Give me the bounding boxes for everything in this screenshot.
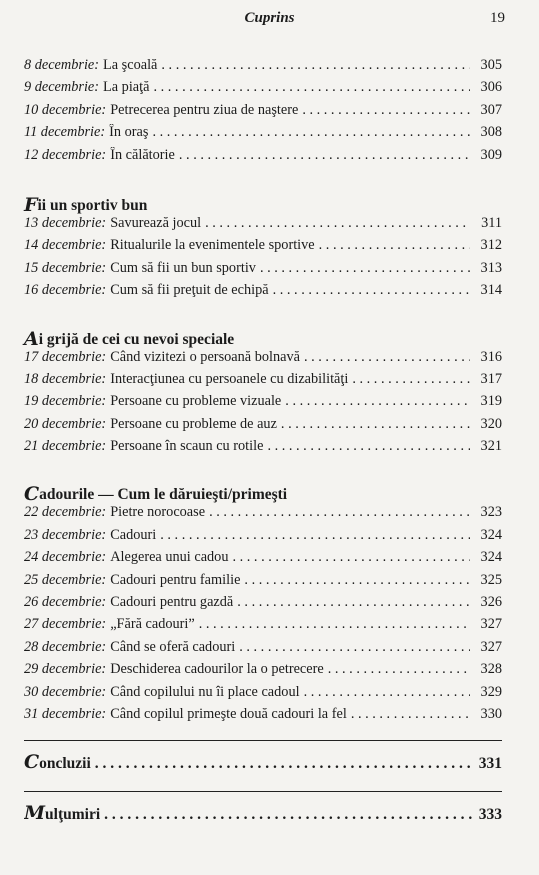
chapter-page: 333 — [478, 806, 502, 824]
dot-leader — [179, 147, 470, 164]
entry-title: Petrecerea pentru ziua de naştere — [110, 101, 299, 118]
toc-entry: 27 decembrie : „Fără cadouri” . . . 327 — [24, 616, 502, 638]
entry-date: 30 decembrie — [24, 683, 102, 700]
dot-leader — [239, 639, 470, 656]
toc-entry: 15 decembrie : Cum să fii un bun sportiv . . . 313 — [24, 260, 502, 282]
dot-leader — [205, 215, 470, 232]
entry-title: Interacţiunea cu persoanele cu dizabilităţi — [110, 370, 349, 387]
entry-title: Persoane cu probleme de auz — [110, 415, 277, 432]
entry-page: 330 — [480, 705, 502, 722]
entry-title: Când copilul primeşte două cadouri la fel — [110, 705, 347, 722]
entry-title: În călătorie — [110, 146, 175, 163]
section-heading — [24, 325, 502, 349]
running-head — [0, 8, 539, 30]
toc-section-sportsmanship — [24, 191, 502, 305]
entry-date: 14 decembrie — [24, 237, 102, 254]
chapter-initial: M — [24, 804, 46, 825]
toc-entry: 16 decembrie : Cum să fii preţuit de echipă . . . 314 — [24, 282, 502, 304]
toc-entry: 18 decembrie : Interacţiunea cu persoanele cu dizabilităţi . . . 317 — [24, 371, 502, 393]
entry-date: 23 decembrie — [24, 526, 102, 543]
entry-date: 28 decembrie — [24, 638, 102, 655]
entry-date: 22 decembrie — [24, 504, 102, 521]
entry-page: 327 — [480, 638, 502, 655]
entry-date: 27 decembrie — [24, 616, 102, 633]
entry-date: 18 decembrie — [24, 370, 102, 387]
entry-page: 320 — [480, 415, 502, 432]
section-initial: F — [24, 193, 38, 216]
entry-date: 8 decembrie — [24, 57, 95, 73]
divider-rule — [24, 791, 502, 792]
dot-leader — [319, 237, 470, 254]
entry-page: 326 — [480, 594, 502, 611]
toc-entry: 9 decembrie : La piaţă . . . 306 — [24, 79, 502, 101]
entry-title: Cum să fii un bun sportiv — [110, 259, 256, 276]
dot-leader — [152, 124, 470, 141]
entry-title: Pietre norocoase — [110, 504, 206, 521]
dot-leader — [351, 706, 470, 723]
entry-page: 324 — [480, 526, 502, 543]
section-heading — [24, 480, 502, 504]
dot-leader — [267, 438, 470, 455]
dot-leader — [273, 282, 470, 299]
toc-entry: 12 decembrie : În călătorie . . . 309 — [24, 147, 502, 169]
entry-title: Persoane în scaun cu rotile — [110, 438, 264, 455]
table-of-contents — [24, 57, 502, 830]
toc-entry: 31 decembrie : Când copilul primeşte două cadouri la fel . . . 330 — [24, 706, 502, 728]
entry-title: Cum să fii preţuit de echipă — [110, 282, 269, 299]
entry-title: Cadouri — [110, 526, 157, 543]
entry-date: 16 decembrie — [24, 282, 102, 299]
dot-leader — [244, 572, 470, 589]
entry-page: 312 — [480, 237, 502, 254]
toc-entry: 13 decembrie : Savurează jocul . . . 311 — [24, 215, 502, 237]
entry-date: 29 decembrie — [24, 661, 102, 678]
dot-leader — [161, 57, 470, 74]
toc-entry: 26 decembrie : Cadouri pentru gazdă . . . 326 — [24, 594, 502, 616]
dot-leader — [199, 616, 470, 633]
toc-entry: 14 decembrie : Ritualurile la evenimentele sportive . . . 312 — [24, 237, 502, 259]
entry-date: 21 decembrie — [24, 438, 102, 455]
entry-date: 17 decembrie — [24, 348, 102, 365]
entry-date: 12 decembrie — [24, 146, 102, 163]
entry-title: Deschiderea cadourilor la o petrecere — [110, 661, 324, 678]
toc-entry: 19 decembrie : Persoane cu probleme vizuale . . . 319 — [24, 393, 502, 415]
toc-chapter-conclusions — [24, 753, 502, 779]
toc-entry: 23 decembrie : Cadouri . . . 324 — [24, 527, 502, 549]
entry-page: 305 — [480, 57, 502, 73]
dot-leader — [95, 755, 475, 773]
entry-date: 19 decembrie — [24, 393, 102, 410]
entry-page: 321 — [480, 438, 502, 455]
entry-title: La piaţă — [103, 79, 150, 96]
entry-date: 9 decembrie — [24, 79, 95, 96]
entry-date: 25 decembrie — [24, 571, 102, 588]
entry-title: Când copilului nu îi place cadoul — [110, 683, 300, 700]
dot-leader — [302, 102, 470, 119]
toc-entry: 17 decembrie : Când vizitezi o persoană bolnavă . . . 316 — [24, 349, 502, 371]
section-heading-text: ii un sportiv bun — [37, 196, 148, 214]
dot-leader — [285, 393, 470, 410]
entry-page: 313 — [480, 259, 502, 276]
dot-leader — [153, 79, 470, 96]
entry-title: Când vizitezi o persoană bolnavă — [110, 348, 300, 365]
entry-page: 325 — [480, 571, 502, 588]
chapter-page: 331 — [478, 755, 502, 773]
toc-entry: 21 decembrie : Persoane în scaun cu rotile . . . 321 — [24, 438, 502, 460]
dot-leader — [304, 684, 470, 701]
entry-date: 31 decembrie — [24, 705, 102, 722]
toc-entry: 10 decembrie : Petrecerea pentru ziua de naştere . . . 307 — [24, 102, 502, 124]
entry-title: Cadouri pentru gazdă — [110, 594, 234, 611]
entry-date: 13 decembrie — [24, 214, 102, 231]
entry-title: „Fără cadouri” — [110, 616, 195, 633]
entry-date: 11 decembrie — [24, 124, 101, 141]
entry-page: 307 — [480, 101, 502, 118]
entry-page: 314 — [480, 282, 502, 299]
dot-leader — [260, 260, 470, 277]
entry-page: 311 — [481, 214, 502, 231]
dot-leader — [304, 349, 470, 366]
running-title: Cuprins — [244, 10, 295, 26]
entry-page: 328 — [480, 661, 502, 678]
entry-date: 20 decembrie — [24, 415, 102, 432]
entry-page: 324 — [480, 549, 502, 566]
toc-section-special-needs — [24, 325, 502, 461]
entry-title: Ritualurile la evenimentele sportive — [110, 237, 315, 254]
dot-leader — [237, 594, 470, 611]
entry-page: 308 — [480, 124, 502, 141]
section-heading-text: adourile — Cum le dăruieşti/primeşti — [39, 486, 288, 504]
chapter-title: oncluzii — [39, 755, 91, 773]
entry-title: Savurează jocul — [110, 214, 202, 231]
dot-leader — [328, 661, 470, 678]
section-initial: A — [24, 327, 39, 350]
dot-leader — [281, 416, 470, 433]
entry-date: 26 decembrie — [24, 594, 102, 611]
entry-title: La şcoală — [103, 57, 158, 73]
toc-entry: 30 decembrie : Când copilului nu îi place cadoul . . . 329 — [24, 684, 502, 706]
entry-page: 319 — [480, 393, 502, 410]
entry-title: În oraş — [109, 124, 149, 141]
toc-entry: 28 decembrie : Când se oferă cadouri . . . 327 — [24, 639, 502, 661]
toc-entry: 25 decembrie : Cadouri pentru familie . . . 325 — [24, 572, 502, 594]
section-heading — [24, 191, 502, 215]
toc-entry: 24 decembrie : Alegerea unui cadou . . . 324 — [24, 549, 502, 571]
dot-leader — [160, 527, 470, 544]
chapter-initial: C — [24, 753, 40, 774]
entry-title: Cadouri pentru familie — [110, 571, 241, 588]
entry-page: 306 — [480, 79, 502, 96]
dot-leader — [104, 806, 475, 824]
entry-page: 323 — [480, 504, 502, 521]
entry-title: Persoane cu probleme vizuale — [110, 393, 282, 410]
toc-entry: 22 decembrie : Pietre norocoase . . . 323 — [24, 504, 502, 526]
toc-entry: 20 decembrie : Persoane cu probleme de auz . . . 320 — [24, 416, 502, 438]
dot-leader — [352, 371, 470, 388]
divider-rule — [24, 740, 502, 741]
entry-title: Când se oferă cadouri — [110, 638, 236, 655]
entry-page: 317 — [480, 370, 502, 387]
entry-page: 309 — [480, 146, 502, 163]
page-number: 19 — [490, 10, 505, 26]
toc-section-gifts — [24, 480, 502, 728]
entry-page: 329 — [480, 683, 502, 700]
section-heading-text: i grijă de cei cu nevoi speciale — [38, 330, 235, 348]
entry-date: 15 decembrie — [24, 259, 102, 276]
entry-page: 316 — [480, 348, 502, 365]
entry-page: 327 — [480, 616, 502, 633]
toc-entry: 8 decembrie : La şcoală . . . 305 — [24, 57, 502, 79]
section-initial: C — [24, 483, 40, 506]
entry-date: 24 decembrie — [24, 549, 102, 566]
entry-date: 10 decembrie — [24, 101, 102, 118]
dot-leader — [209, 504, 470, 521]
toc-chapter-acknowledgements — [24, 804, 502, 830]
dot-leader — [232, 549, 470, 566]
toc-entry: 11 decembrie : În oraş . . . 308 — [24, 124, 502, 146]
toc-group-continued — [24, 57, 502, 169]
chapter-title: ulţumiri — [45, 806, 101, 824]
toc-entry: 29 decembrie : Deschiderea cadourilor la o petrecere . . . 328 — [24, 661, 502, 683]
entry-title: Alegerea unui cadou — [110, 549, 229, 566]
